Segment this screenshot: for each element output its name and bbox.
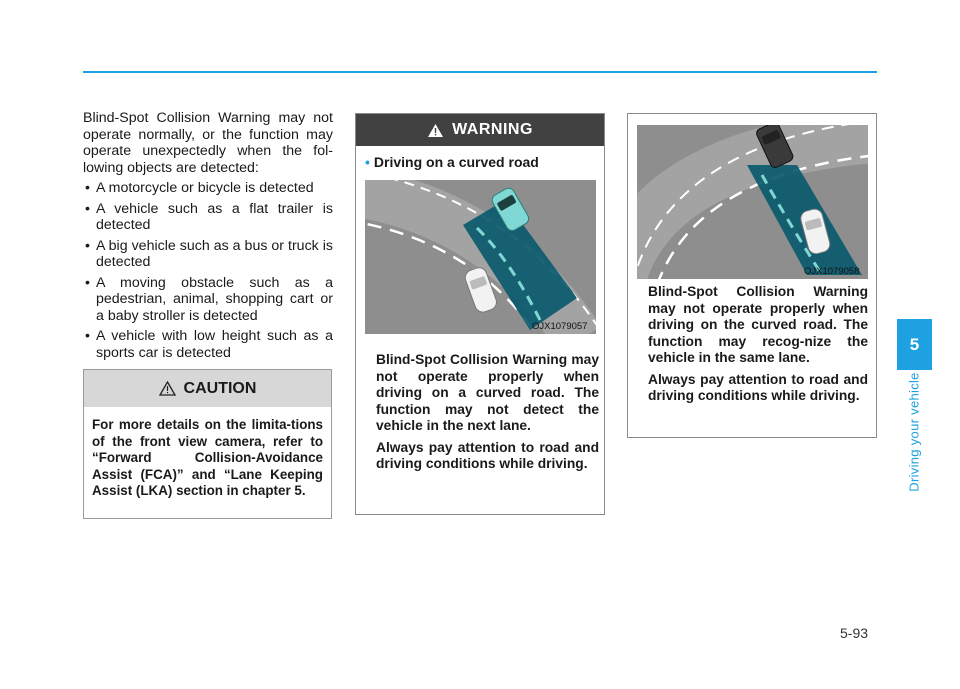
warning-title: WARNING — [452, 121, 533, 138]
caution-text: For more details on the limita-tions of the front view camera, refer to “Forward Collision-Avoidance Assist (FCA)” and “Lane Keeping Assist (LKA) section in chapter 5. — [92, 417, 323, 498]
header-rule — [83, 71, 877, 73]
page-number: 5-93 — [840, 625, 869, 641]
curved-road-illustration — [365, 180, 596, 334]
list-item: • A vehicle such as a flat trailer is detected — [83, 201, 333, 234]
figure-code: OJX1079058 — [804, 266, 860, 277]
warning-paragraph: Blind-Spot Collision Warning may not operate properly when driving on a curved road. The function may not detect the vehicle in the next lane. — [376, 352, 599, 433]
warning-text — [376, 352, 599, 478]
chapter-label: Driving your vehicle — [906, 372, 922, 492]
caution-header — [84, 370, 331, 407]
list-item: • A motorcycle or bicycle is detected — [83, 180, 333, 197]
chapter-tab: 5 — [897, 319, 932, 370]
warning-header — [356, 114, 604, 146]
warning-box — [355, 113, 605, 515]
bullet-dot: • — [365, 154, 370, 170]
intro-text: Blind-Spot Collision Warning may not operate normally, or the function may operate unexpectedly when the fol-lowing objects are detected: — [83, 110, 333, 176]
caution-box — [83, 369, 332, 519]
left-column — [83, 110, 333, 365]
list-item: • A vehicle with low height such as a sports car is detected — [83, 328, 333, 361]
figure-box — [627, 113, 877, 438]
figure-text — [648, 284, 868, 410]
warning-bullet-text: Driving on a curved road — [373, 154, 539, 170]
figure-code: OJX1079057 — [532, 321, 588, 332]
warning-triangle-outline-icon — [159, 381, 176, 396]
list-item: • A big vehicle such as a bus or truck is detected — [83, 238, 333, 271]
curved-road-illustration — [637, 125, 868, 279]
warning-bullet — [365, 154, 539, 170]
warning-triangle-filled-icon — [427, 123, 444, 138]
object-list — [83, 180, 333, 361]
figure-paragraph: Blind-Spot Collision Warning may not operate properly when driving on the curved road. The function may recog-nize the vehicle in the same lane. — [648, 284, 868, 365]
warning-paragraph: Always pay attention to road and driving conditions while driving. — [376, 439, 599, 471]
list-item: • A moving obstacle such as a pedestrian, animal, shopping cart or a baby stroller is detected — [83, 275, 333, 325]
caution-title: CAUTION — [183, 379, 257, 397]
figure-paragraph: Always pay attention to road and driving conditions while driving. — [648, 371, 868, 403]
